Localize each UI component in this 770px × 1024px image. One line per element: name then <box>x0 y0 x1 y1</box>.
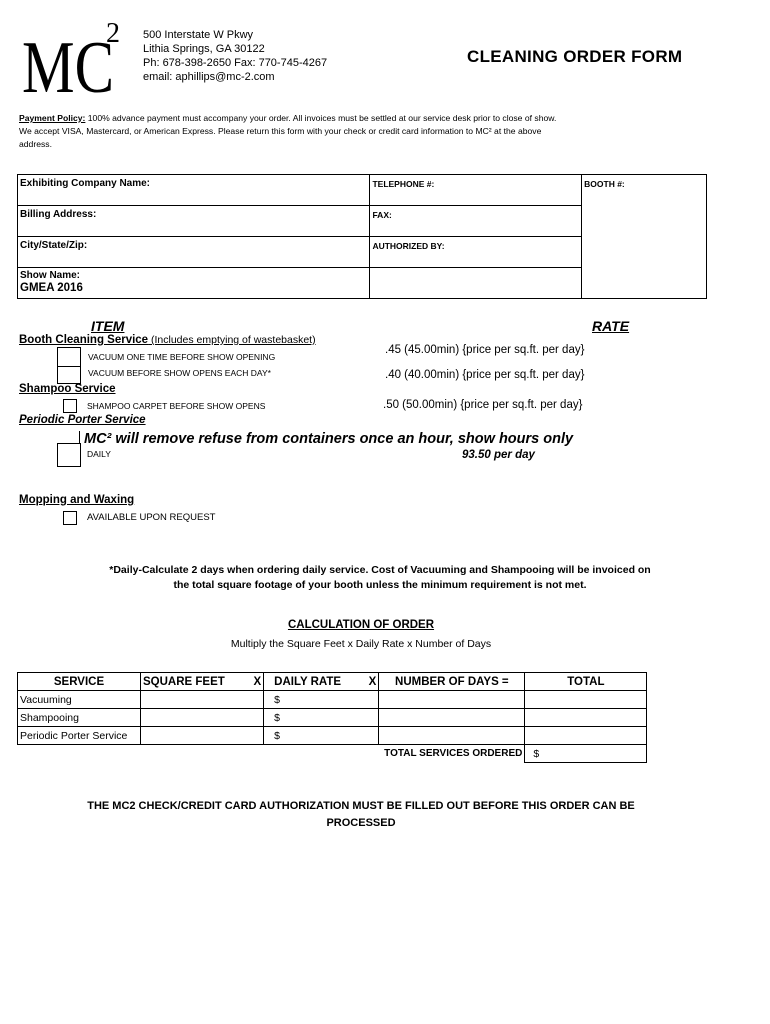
authorization-notice-line-2: PROCESSED <box>326 817 396 829</box>
policy-text-3: address. <box>19 139 52 149</box>
square-feet-input[interactable] <box>141 727 264 745</box>
fax-label: FAX: <box>372 210 392 220</box>
total-services-input[interactable]: $ <box>525 745 647 763</box>
table-row <box>18 709 647 727</box>
shampoo-rate: .50 (50.00min) {price per sq.ft. per day} <box>383 399 583 411</box>
authorization-notice <box>0 798 722 832</box>
square-feet-input[interactable] <box>141 709 264 727</box>
mopping-heading: Mopping and Waxing <box>19 494 135 506</box>
shampoo-heading: Shampoo Service <box>19 383 116 395</box>
number-of-days-input[interactable] <box>379 709 525 727</box>
porter-daily-label: DAILY <box>87 449 111 459</box>
empty-cell <box>252 745 264 763</box>
company-name-label: Exhibiting Company Name: <box>20 178 151 189</box>
billing-address-label: Billing Address: <box>20 209 97 220</box>
daily-note-line-1: *Daily-Calculate 2 days when ordering daily service. Cost of Vacuuming and Shampooing will be invoiced on <box>109 564 651 576</box>
header-x-2: X <box>367 673 379 691</box>
vacuum-daily-label: VACUUM BEFORE SHOW OPENS EACH DAY* <box>88 368 271 378</box>
billing-address-field[interactable] <box>18 206 370 237</box>
table-row <box>18 691 647 709</box>
header-daily-rate: DAILY RATE <box>264 673 367 691</box>
empty-cell <box>141 745 252 763</box>
shampoo-checkbox[interactable] <box>63 399 77 413</box>
service-name: Periodic Porter Service <box>18 727 141 745</box>
porter-statement: MC² will remove refuse from containers once an hour, show hours only <box>84 431 574 447</box>
number-of-days-input[interactable] <box>379 691 525 709</box>
address-city: Lithia Springs, GA 30122 <box>143 43 265 55</box>
number-of-days-input[interactable] <box>379 727 525 745</box>
item-header: ITEM <box>91 318 125 334</box>
telephone-field[interactable] <box>370 175 582 206</box>
calculation-table <box>17 672 647 763</box>
booth-cleaning-heading: Booth Cleaning Service (Includes emptying of wastebasket) <box>19 334 316 346</box>
logo-superscript: 2 <box>106 20 120 49</box>
authorized-by-label: AUTHORIZED BY: <box>372 241 445 251</box>
header-service: SERVICE <box>18 673 141 691</box>
exhibitor-info-table <box>17 174 707 299</box>
form-title: CLEANING ORDER FORM <box>467 47 683 66</box>
authorization-notice-line-1: THE MC2 CHECK/CREDIT CARD AUTHORIZATION MUST BE FILLED OUT BEFORE THIS ORDER CAN BE <box>87 800 635 812</box>
service-name: Vacuuming <box>18 691 141 709</box>
company-name-field[interactable] <box>18 175 370 206</box>
daily-note-line-2: the total square footage of your booth unless the minimum requirement is not met. <box>173 579 587 591</box>
company-logo <box>22 20 122 100</box>
policy-text-1: 100% advance payment must accompany your order. All invoices must be settled at our service desk prior to close of show. <box>85 113 557 123</box>
policy-label: Payment Policy: <box>19 113 86 123</box>
daily-rate-input[interactable]: $ <box>264 727 379 745</box>
vacuum-daily-rate: .40 (40.00min) {price per sq.ft. per day} <box>385 369 585 381</box>
payment-policy <box>19 112 659 151</box>
booth-number-field[interactable] <box>582 175 707 299</box>
daily-note <box>40 563 720 593</box>
calculation-subtitle: Multiply the Square Feet x Daily Rate x Number of Days <box>230 638 492 650</box>
show-name-field[interactable] <box>18 268 370 299</box>
booth-label: BOOTH #: <box>584 179 625 189</box>
mopping-label: AVAILABLE UPON REQUEST <box>87 512 216 523</box>
daily-rate-input[interactable]: $ <box>264 709 379 727</box>
porter-heading: Periodic Porter Service <box>19 414 146 426</box>
rate-header: RATE <box>592 318 630 334</box>
city-state-zip-field[interactable] <box>18 237 370 268</box>
authorized-by-field[interactable] <box>370 237 582 268</box>
empty-cell <box>370 268 582 299</box>
shampoo-label: SHAMPOO CARPET BEFORE SHOW OPENS <box>87 401 266 411</box>
square-feet-input[interactable] <box>141 691 264 709</box>
total-input[interactable] <box>525 691 647 709</box>
porter-rate: 93.50 per day <box>462 449 535 461</box>
show-name-label: Show Name: <box>20 270 81 281</box>
telephone-label: TELEPHONE #: <box>372 179 435 189</box>
policy-text-2: We accept VISA, Mastercard, or American Express. Please return this form with your check or credit card information to MC² at the above <box>19 126 542 136</box>
calculation-title: CALCULATION OF ORDER <box>287 619 435 631</box>
header-square-feet: SQUARE FEET <box>141 673 252 691</box>
logo-text: MC <box>22 27 114 100</box>
city-state-zip-label: City/State/Zip: <box>20 240 88 251</box>
vacuum-once-label: VACUUM ONE TIME BEFORE SHOW OPENING <box>88 352 276 362</box>
table-row <box>18 727 647 745</box>
booth-cleaning-note: (Includes emptying of wastebasket) <box>148 334 316 346</box>
vacuum-daily-checkbox[interactable] <box>57 366 81 384</box>
porter-daily-checkbox[interactable] <box>57 443 81 467</box>
empty-cell <box>18 745 141 763</box>
total-input[interactable] <box>525 709 647 727</box>
header-x-1: X <box>252 673 264 691</box>
daily-rate-input[interactable]: $ <box>264 691 379 709</box>
header-number-of-days: NUMBER OF DAYS = <box>379 673 525 691</box>
header-total: TOTAL <box>525 673 647 691</box>
total-services-label: TOTAL SERVICES ORDERED <box>384 748 523 760</box>
show-name-value: GMEA 2016 <box>20 282 83 294</box>
company-address <box>143 28 327 84</box>
mopping-checkbox[interactable] <box>63 511 77 525</box>
address-email: email: aphillips@mc-2.com <box>143 71 275 83</box>
address-phone: Ph: 678-398-2650 Fax: 770-745-4267 <box>143 57 328 69</box>
vacuum-once-rate: .45 (45.00min) {price per sq.ft. per day} <box>385 344 585 356</box>
total-input[interactable] <box>525 727 647 745</box>
fax-field[interactable] <box>370 206 582 237</box>
address-street: 500 Interstate W Pkwy <box>143 29 254 41</box>
service-name: Shampooing <box>18 709 141 727</box>
